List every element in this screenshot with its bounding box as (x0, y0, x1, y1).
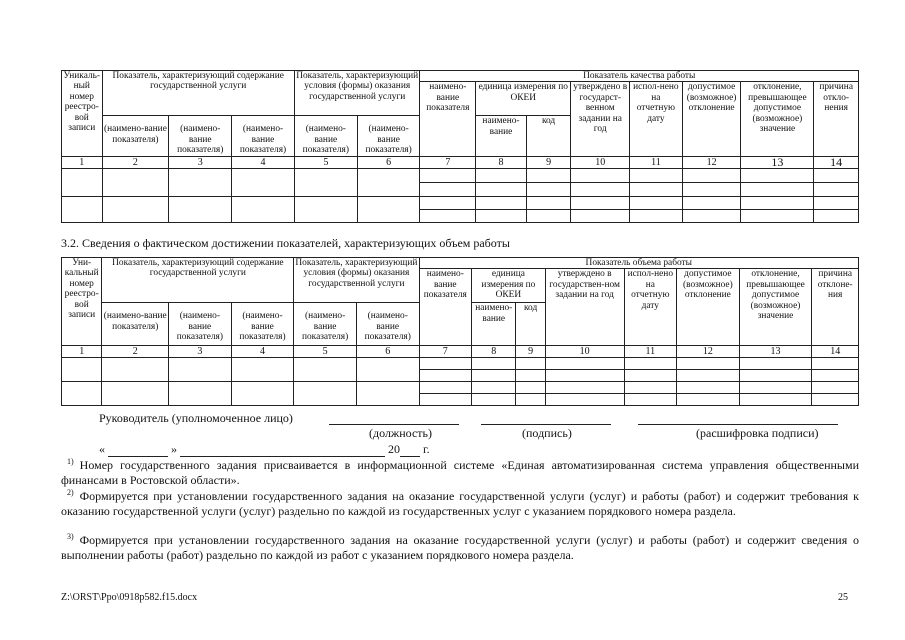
header-volume: Показатель объема работы (419, 258, 858, 269)
header-subname: (наимено-вание показателя) (294, 116, 357, 156)
header-unique: Уникаль-ный номер реестро-вой записи (62, 71, 103, 157)
column-number: 6 (357, 156, 420, 168)
column-number: 7 (419, 346, 472, 358)
header-reason: причина откло-нения (814, 82, 859, 156)
header-subname: (наимено-вание показателя) (231, 303, 294, 346)
table-row (62, 358, 859, 370)
header-executed: испол-нено на отчетную дату (624, 269, 677, 346)
column-number: 8 (476, 156, 527, 168)
header-exceeding-deviation: отклонение, превышающее допустимое (возможное) значение (741, 82, 814, 156)
header-conditions: Показатель, характеризующий условия (формы) оказания государственной услуги (294, 258, 419, 303)
column-number: 9 (526, 156, 571, 168)
position-caption: (должность) (369, 426, 432, 440)
column-number: 6 (356, 346, 419, 358)
header-allowed-deviation: допустимое (возможное) отклонение (682, 82, 741, 156)
header-subname: (наимено-вание показателя) (356, 303, 419, 346)
header-quality: Показатель качества работы (420, 71, 859, 82)
column-number: 8 (472, 346, 516, 358)
header-allowed-deviation: допустимое (возможное) отклонение (677, 269, 740, 346)
footnote-mark: 3) (67, 532, 74, 541)
column-number: 1 (62, 156, 103, 168)
year-prefix: 20 (388, 442, 400, 456)
header-unit-name: наимено-вание (472, 303, 516, 346)
header-executed: испол-нено на отчетную дату (630, 82, 683, 156)
footnote-text: Номер государственного задания присваивается в информационной системе «Единая автоматизированная система управления общественными финансами в Ростовской области». (61, 458, 859, 487)
header-subname: (наимено-вание показателя) (294, 303, 357, 346)
header-unit: единица измерения по ОКЕИ (472, 269, 546, 303)
column-number: 14 (812, 346, 859, 358)
footnote-mark: 1) (67, 457, 74, 466)
column-number: 10 (571, 156, 630, 168)
column-number: 11 (624, 346, 677, 358)
header-unit-code: код (526, 116, 571, 156)
header-indicator-name: наимено-вание показателя (419, 269, 472, 346)
header-unit-code: код (516, 303, 545, 346)
header-indicator-name: наимено-вание показателя (420, 82, 476, 156)
volume-table (61, 257, 859, 406)
column-number: 5 (294, 156, 357, 168)
month-blank (180, 444, 385, 457)
header-content: Показатель, характеризующий содержание государственной услуги (102, 258, 294, 303)
header-approved: утверждено в государствен-ном задании на год (545, 269, 624, 346)
footnote-text: Формируется при установлении государственного задания на оказание государственной услуги (услуг) и работы (работ) и содержит сведения о выполнении работы (работ) раздельно по каждой из работ с указанием порядкового номера раздела. (61, 533, 859, 562)
signature-line (481, 424, 611, 425)
column-number: 9 (516, 346, 545, 358)
footnote-2 (61, 489, 859, 519)
table-row (62, 382, 859, 394)
sign-caption: (подпись) (522, 426, 572, 440)
year-blank (400, 444, 420, 457)
header-subname: (наимено-вание показателя) (169, 303, 232, 346)
section-title: 3.2. Сведения о фактическом достижении показателей, характеризующих объем работы (61, 236, 510, 250)
column-number: 2 (102, 346, 169, 358)
position-line (329, 424, 459, 425)
page-number: 25 (838, 592, 848, 603)
header-subname: (наимено-вание показателя) (357, 116, 420, 156)
column-number: 3 (169, 346, 232, 358)
column-number: 1 (62, 346, 102, 358)
header-reason: причина отклоне-ния (812, 269, 859, 346)
column-number: 14 (814, 156, 859, 168)
footnote-mark: 2) (67, 488, 74, 497)
header-conditions: Показатель, характеризующий условия (формы) оказания государственной услуги (294, 71, 420, 116)
column-number: 4 (232, 156, 295, 168)
column-number: 2 (102, 156, 169, 168)
header-content: Показатель, характеризующий содержание государственной услуги (102, 71, 294, 116)
header-approved: утверждено в государст-венном задании на год (571, 82, 630, 156)
decode-line (638, 424, 838, 425)
footnote-1 (61, 458, 859, 488)
column-number: 10 (545, 346, 624, 358)
header-exceeding-deviation: отклонение, превышающее допустимое (возможное) значение (739, 269, 812, 346)
year-suffix: г. (423, 442, 430, 456)
footnote-3 (61, 533, 859, 563)
footnote-text: Формируется при установлении государственного задания на оказание государственной услуги (услуг) и работы (работ) и содержит требования к оказанию государственной услуги (услуг) раздельно по каждой из государственных услуг с указанием порядкового номера раздела. (61, 489, 859, 518)
header-subname: (наимено-вание показателя) (232, 116, 295, 156)
header-subname: (наимено-вание показателя) (169, 116, 232, 156)
date-line (99, 442, 430, 457)
quote-close: » (171, 442, 177, 456)
decode-caption: (расшифровка подписи) (696, 426, 819, 440)
file-path: Z:\ORST\Ppo\0918p582.f15.docx (61, 592, 198, 603)
table-row (62, 196, 859, 209)
header-unit: единица измерения по ОКЕИ (476, 82, 571, 116)
header-unique: Уни-кальный номер реестро-вой записи (62, 258, 102, 346)
day-blank (108, 444, 168, 457)
header-subname: (наимено-вание показателя) (102, 303, 169, 346)
column-number: 12 (682, 156, 741, 168)
header-subname: (наимено-вание показателя) (102, 116, 169, 156)
column-number: 11 (630, 156, 683, 168)
quality-table (61, 70, 859, 223)
column-number: 13 (741, 156, 814, 168)
head-label: Руководитель (уполномоченное лицо) (99, 411, 293, 425)
table-row (62, 168, 859, 182)
column-number: 7 (420, 156, 476, 168)
column-number: 5 (294, 346, 357, 358)
column-number: 3 (169, 156, 232, 168)
column-number: 12 (677, 346, 740, 358)
quote-open: « (99, 442, 105, 456)
header-unit-name: наимено-вание (476, 116, 527, 156)
column-number: 4 (231, 346, 294, 358)
column-number: 13 (739, 346, 812, 358)
